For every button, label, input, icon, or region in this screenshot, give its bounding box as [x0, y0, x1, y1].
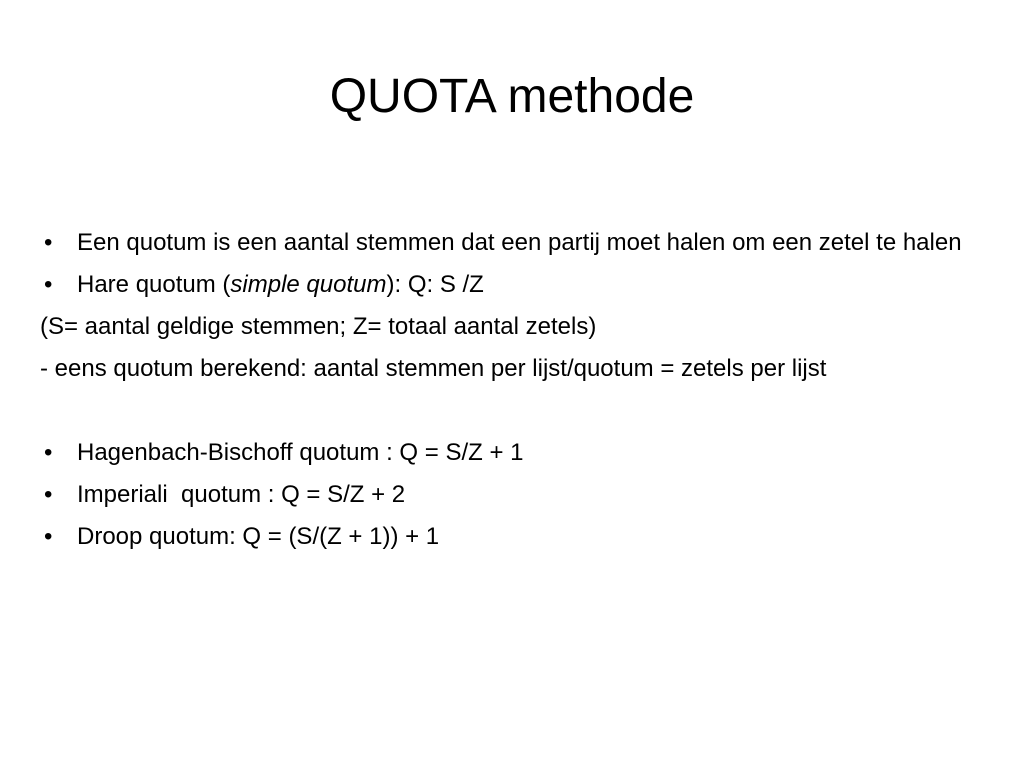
bullet-text-before: Hare quotum (	[77, 271, 231, 298]
bullet-text-after: ): Q: S /Z	[386, 271, 484, 298]
bullet-icon: •	[44, 439, 53, 466]
bullet-icon: •	[44, 523, 53, 550]
slide-content	[40, 226, 990, 562]
bullet-text-italic: simple quotum	[230, 271, 387, 298]
paragraph-calculation	[40, 352, 990, 386]
paragraph-legend	[40, 310, 990, 344]
bullet-icon: •	[44, 271, 53, 298]
bullet-hare-quotum	[40, 268, 990, 302]
bullet-icon: •	[44, 481, 53, 508]
empty-line	[40, 394, 990, 428]
bullet-text: Droop quotum: Q = (S/(Z + 1)) + 1	[77, 523, 440, 550]
bullet-icon: •	[44, 229, 53, 256]
bullet-imperiali	[40, 478, 990, 512]
bullet-text: Hagenbach-Bischoff quotum : Q = S/Z + 1	[77, 439, 524, 466]
bullet-text: Een quotum is een aantal stemmen dat een partij moet halen om een zetel te halen	[77, 229, 962, 256]
bullet-droop	[40, 520, 990, 554]
paragraph-text: (S= aantal geldige stemmen; Z= totaal aantal zetels)	[40, 313, 597, 340]
bullet-quotum-definition	[40, 226, 990, 260]
bullet-hagenbach-bischoff	[40, 436, 990, 470]
bullet-text: Imperiali quotum : Q = S/Z + 2	[77, 481, 406, 508]
slide-title: QUOTA methode	[329, 70, 695, 123]
paragraph-text: - eens quotum berekend: aantal stemmen per lijst/quotum = zetels per lijst	[40, 355, 827, 382]
